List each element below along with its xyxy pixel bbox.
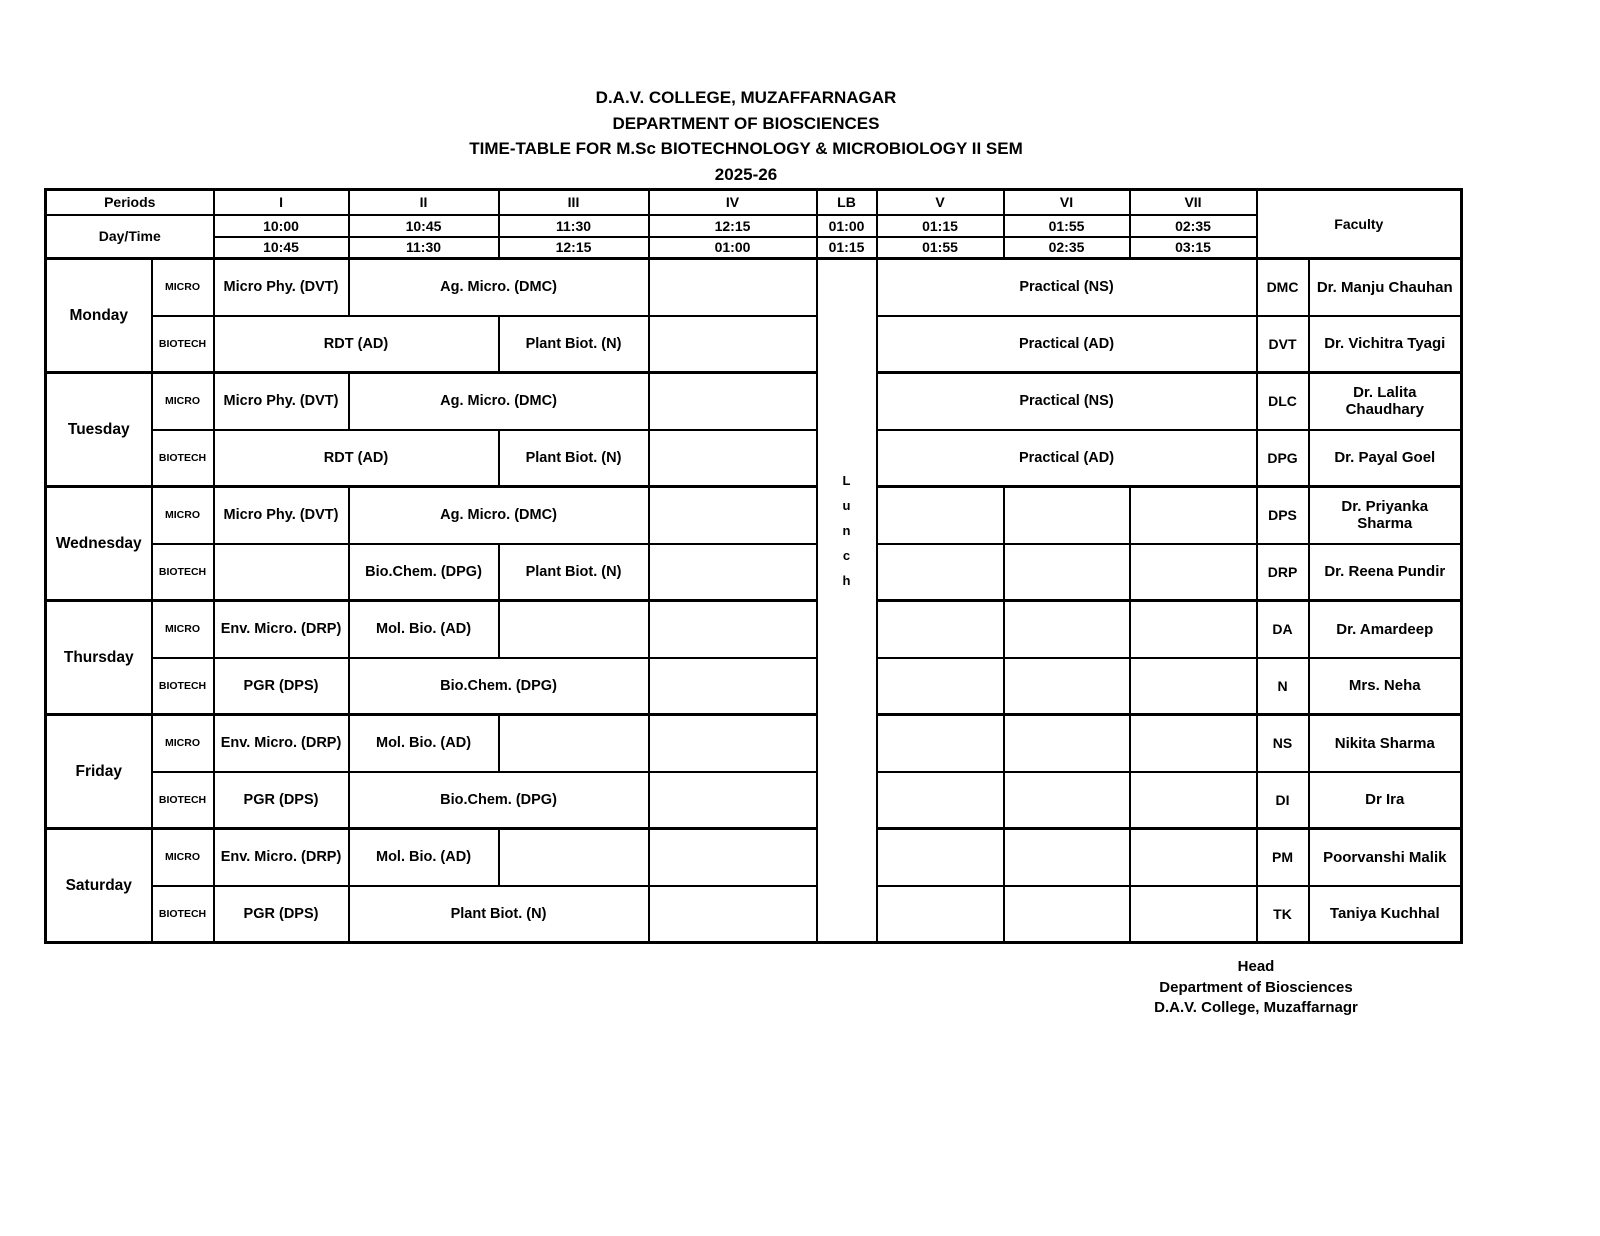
timetable-title: TIME-TABLE FOR M.Sc BIOTECHNOLOGY & MICROBIOLOGY II SEM	[469, 139, 1023, 158]
cell-saturday-micro-p6	[1004, 829, 1130, 886]
start-time-6: 01:55	[1004, 215, 1130, 237]
cell-saturday-micro-p7	[1130, 829, 1257, 886]
signature-department: Department of Biosciences	[1159, 978, 1353, 996]
faculty-name: Dr. Payal Goel	[1309, 430, 1462, 487]
group-label: MICRO	[152, 601, 214, 658]
cell-wednesday-biotech-p3: Plant Biot. (N)	[499, 544, 649, 601]
cell-saturday-biotech-p6	[1004, 886, 1130, 943]
day-label-tuesday: Tuesday	[46, 373, 152, 487]
cell-saturday-micro-p5	[877, 829, 1004, 886]
cell-thursday-biotech-p7	[1130, 658, 1257, 715]
row-thursday-biotech	[46, 658, 1462, 715]
cell-tuesday-micro-p4	[649, 373, 817, 430]
cell-friday-biotech-p7	[1130, 772, 1257, 829]
start-time-3: 11:30	[499, 215, 649, 237]
faculty-name: Nikita Sharma	[1309, 715, 1462, 772]
period-header-4: IV	[649, 190, 817, 215]
cell-tuesday-biotech-p4	[649, 430, 817, 487]
period-header-3: III	[499, 190, 649, 215]
timetable	[44, 188, 1463, 944]
row-tuesday-biotech	[46, 430, 1462, 487]
cell-thursday-biotech-p2-3: Bio.Chem. (DPG)	[349, 658, 649, 715]
cell-tuesday-biotech-practical: Practical (AD)	[877, 430, 1257, 487]
cell-saturday-biotech-p2-3: Plant Biot. (N)	[349, 886, 649, 943]
college-name: D.A.V. COLLEGE, MUZAFFARNAGAR	[595, 88, 897, 107]
cell-friday-micro-p1: Env. Micro. (DRP)	[214, 715, 349, 772]
cell-wednesday-biotech-p6	[1004, 544, 1130, 601]
faculty-name: Mrs. Neha	[1309, 658, 1462, 715]
group-label: MICRO	[152, 373, 214, 430]
cell-monday-biotech-p4	[649, 316, 817, 373]
cell-wednesday-biotech-p4	[649, 544, 817, 601]
end-time-7: 03:15	[1130, 237, 1257, 259]
day-time-header: Day/Time	[46, 215, 214, 259]
cell-monday-micro-practical: Practical (NS)	[877, 259, 1257, 316]
periods-header: Periods	[46, 190, 214, 215]
cell-friday-micro-p6	[1004, 715, 1130, 772]
group-label: BIOTECH	[152, 886, 214, 943]
row-friday-micro	[46, 715, 1462, 772]
cell-wednesday-micro-p5	[877, 487, 1004, 544]
group-label: BIOTECH	[152, 430, 214, 487]
cell-thursday-micro-p4	[649, 601, 817, 658]
cell-saturday-micro-p3	[499, 829, 649, 886]
cell-saturday-biotech-p4	[649, 886, 817, 943]
start-time-lb: 01:00	[817, 215, 877, 237]
cell-friday-micro-p4	[649, 715, 817, 772]
row-wednesday-micro	[46, 487, 1462, 544]
cell-monday-biotech-p1-2: RDT (AD)	[214, 316, 499, 373]
faculty-name: Dr. Manju Chauhan	[1309, 259, 1462, 316]
cell-tuesday-micro-p2-3: Ag. Micro. (DMC)	[349, 373, 649, 430]
cell-wednesday-biotech-p5	[877, 544, 1004, 601]
cell-thursday-biotech-p4	[649, 658, 817, 715]
row-thursday-micro	[46, 601, 1462, 658]
faculty-abbr: TK	[1257, 886, 1309, 943]
faculty-abbr: DPG	[1257, 430, 1309, 487]
signature-title: Head	[1237, 958, 1275, 975]
end-time-3: 12:15	[499, 237, 649, 259]
group-label: BIOTECH	[152, 316, 214, 373]
cell-friday-micro-p2: Mol. Bio. (AD)	[349, 715, 499, 772]
faculty-header: Faculty	[1257, 190, 1462, 259]
row-saturday-biotech	[46, 886, 1462, 943]
cell-thursday-biotech-p6	[1004, 658, 1130, 715]
cell-thursday-micro-p6	[1004, 601, 1130, 658]
cell-wednesday-micro-p6	[1004, 487, 1130, 544]
faculty-name: Dr. Priyanka Sharma	[1309, 487, 1462, 544]
cell-tuesday-biotech-p3: Plant Biot. (N)	[499, 430, 649, 487]
start-time-5: 01:15	[877, 215, 1004, 237]
end-time-5: 01:55	[877, 237, 1004, 259]
faculty-abbr: DVT	[1257, 316, 1309, 373]
day-label-saturday: Saturday	[46, 829, 152, 943]
cell-monday-biotech-p3: Plant Biot. (N)	[499, 316, 649, 373]
start-time-2: 10:45	[349, 215, 499, 237]
cell-wednesday-biotech-p7	[1130, 544, 1257, 601]
cell-thursday-micro-p3	[499, 601, 649, 658]
cell-friday-biotech-p1: PGR (DPS)	[214, 772, 349, 829]
cell-friday-micro-p5	[877, 715, 1004, 772]
group-label: MICRO	[152, 487, 214, 544]
faculty-abbr: N	[1257, 658, 1309, 715]
faculty-name: Dr Ira	[1309, 772, 1462, 829]
cell-monday-micro-p4	[649, 259, 817, 316]
cell-wednesday-biotech-p1	[214, 544, 349, 601]
cell-saturday-micro-p4	[649, 829, 817, 886]
session-year: 2025-26	[714, 164, 778, 184]
signature-block	[1080, 957, 1432, 1019]
group-label: BIOTECH	[152, 658, 214, 715]
group-label: BIOTECH	[152, 772, 214, 829]
cell-friday-biotech-p2-3: Bio.Chem. (DPG)	[349, 772, 649, 829]
cell-wednesday-micro-p1: Micro Phy. (DVT)	[214, 487, 349, 544]
cell-saturday-micro-p2: Mol. Bio. (AD)	[349, 829, 499, 886]
day-label-wednesday: Wednesday	[46, 487, 152, 601]
faculty-abbr: DPS	[1257, 487, 1309, 544]
faculty-name: Dr. Lalita Chaudhary	[1309, 373, 1462, 430]
cell-wednesday-micro-p7	[1130, 487, 1257, 544]
period-header-2: II	[349, 190, 499, 215]
cell-monday-biotech-practical: Practical (AD)	[877, 316, 1257, 373]
faculty-name: Dr. Amardeep	[1309, 601, 1462, 658]
faculty-name: Poorvanshi Malik	[1309, 829, 1462, 886]
period-header-lb: LB	[817, 190, 877, 215]
cell-thursday-micro-p5	[877, 601, 1004, 658]
day-label-thursday: Thursday	[46, 601, 152, 715]
signature-college: D.A.V. College, Muzaffarnagr	[1154, 999, 1358, 1016]
faculty-name: Taniya Kuchhal	[1309, 886, 1462, 943]
end-time-2: 11:30	[349, 237, 499, 259]
faculty-abbr: DRP	[1257, 544, 1309, 601]
cell-friday-micro-p3	[499, 715, 649, 772]
cell-thursday-micro-p2: Mol. Bio. (AD)	[349, 601, 499, 658]
day-label-monday: Monday	[46, 259, 152, 373]
group-label: MICRO	[152, 829, 214, 886]
row-tuesday-micro	[46, 373, 1462, 430]
lunch-break-cell	[817, 259, 877, 943]
lunch-label: L u n c h	[842, 473, 851, 588]
cell-saturday-biotech-p5	[877, 886, 1004, 943]
cell-friday-biotech-p6	[1004, 772, 1130, 829]
period-header-5: V	[877, 190, 1004, 215]
day-label-friday: Friday	[46, 715, 152, 829]
cell-thursday-micro-p7	[1130, 601, 1257, 658]
cell-monday-micro-p2-3: Ag. Micro. (DMC)	[349, 259, 649, 316]
group-label: BIOTECH	[152, 544, 214, 601]
period-header-7: VII	[1130, 190, 1257, 215]
cell-tuesday-biotech-p1-2: RDT (AD)	[214, 430, 499, 487]
cell-saturday-biotech-p1: PGR (DPS)	[214, 886, 349, 943]
cell-tuesday-micro-p1: Micro Phy. (DVT)	[214, 373, 349, 430]
row-wednesday-biotech	[46, 544, 1462, 601]
cell-wednesday-micro-p2-3: Ag. Micro. (DMC)	[349, 487, 649, 544]
cell-thursday-biotech-p5	[877, 658, 1004, 715]
end-time-6: 02:35	[1004, 237, 1130, 259]
title-block	[0, 85, 1492, 187]
start-time-7: 02:35	[1130, 215, 1257, 237]
faculty-abbr: NS	[1257, 715, 1309, 772]
row-monday-micro	[46, 259, 1462, 316]
end-time-lb: 01:15	[817, 237, 877, 259]
faculty-name: Dr. Reena Pundir	[1309, 544, 1462, 601]
cell-saturday-biotech-p7	[1130, 886, 1257, 943]
cell-thursday-micro-p1: Env. Micro. (DRP)	[214, 601, 349, 658]
faculty-abbr: DI	[1257, 772, 1309, 829]
faculty-name: Dr. Vichitra Tyagi	[1309, 316, 1462, 373]
period-header-1: I	[214, 190, 349, 215]
start-time-1: 10:00	[214, 215, 349, 237]
row-monday-biotech	[46, 316, 1462, 373]
cell-thursday-biotech-p1: PGR (DPS)	[214, 658, 349, 715]
cell-wednesday-micro-p4	[649, 487, 817, 544]
cell-friday-biotech-p4	[649, 772, 817, 829]
start-time-4: 12:15	[649, 215, 817, 237]
cell-saturday-micro-p1: Env. Micro. (DRP)	[214, 829, 349, 886]
cell-monday-micro-p1: Micro Phy. (DVT)	[214, 259, 349, 316]
group-label: MICRO	[152, 259, 214, 316]
cell-friday-micro-p7	[1130, 715, 1257, 772]
cell-tuesday-micro-practical: Practical (NS)	[877, 373, 1257, 430]
faculty-abbr: DMC	[1257, 259, 1309, 316]
end-time-1: 10:45	[214, 237, 349, 259]
group-label: MICRO	[152, 715, 214, 772]
faculty-abbr: DA	[1257, 601, 1309, 658]
row-saturday-micro	[46, 829, 1462, 886]
period-header-6: VI	[1004, 190, 1130, 215]
department-name: DEPARTMENT OF BIOSCIENCES	[612, 113, 880, 133]
cell-friday-biotech-p5	[877, 772, 1004, 829]
cell-wednesday-biotech-p2: Bio.Chem. (DPG)	[349, 544, 499, 601]
faculty-abbr: DLC	[1257, 373, 1309, 430]
faculty-abbr: PM	[1257, 829, 1309, 886]
end-time-4: 01:00	[649, 237, 817, 259]
row-friday-biotech	[46, 772, 1462, 829]
